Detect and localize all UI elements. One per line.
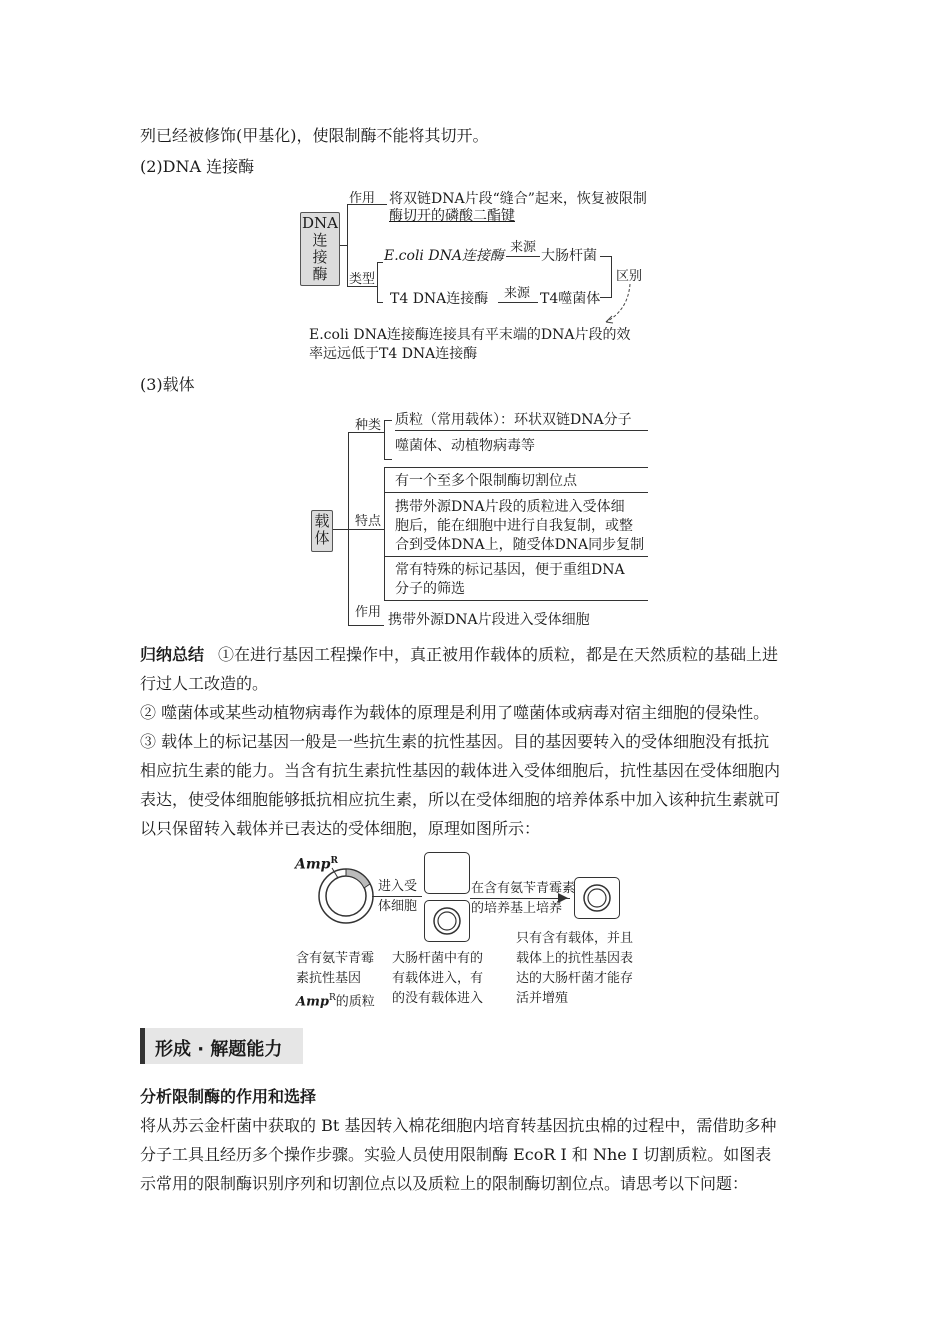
rule xyxy=(395,430,648,431)
plasmid-icon xyxy=(575,878,619,918)
feature-2: 携带外源DNA片段的质粒进入受体细 xyxy=(395,499,625,515)
feature-1: 有一个至多个限制酶切割位点 xyxy=(395,473,577,489)
summary-label: 归纳总结 xyxy=(140,645,205,664)
caption: 达的大肠杆菌才能存 xyxy=(516,971,634,986)
dashed-arrow-icon xyxy=(600,282,640,326)
sub-title: 分析限制酶的作用和选择 xyxy=(140,1087,317,1106)
rule xyxy=(384,556,648,557)
connector xyxy=(347,204,348,286)
source-label: 来源 xyxy=(510,240,537,255)
connector xyxy=(384,459,392,460)
amp-text: Amp xyxy=(295,856,331,873)
paragraph-line: 示常用的限制酶识别序列和切割位点以及质粒上的限制酶切割位点。请思考以下问题： xyxy=(140,1174,749,1193)
arrow xyxy=(470,898,570,899)
plasmid-icon xyxy=(310,860,380,930)
summary-line: 行过人工改造的。 xyxy=(140,674,269,693)
caption-sup: R xyxy=(328,993,336,1003)
heading-vector: (3)载体 xyxy=(140,375,195,394)
ecoli-ligase xyxy=(384,247,504,265)
plasmid-icon xyxy=(425,901,469,941)
role-text: 酶切开的磷酸二酯键 xyxy=(389,208,515,224)
arrow-label: 的培养基上培养 xyxy=(471,901,563,916)
box-text: 酶 xyxy=(312,265,328,283)
cell-with-plasmid xyxy=(424,900,470,942)
text-line: 列已经被修饰(甲基化)，使限制酶不能将其切开。 xyxy=(140,126,489,145)
caption-tail: 的质粒 xyxy=(335,994,375,1010)
arrow-label: 在含有氨苄青霉素 xyxy=(471,881,576,896)
vector-box xyxy=(311,510,333,552)
kind-text: 质粒（常用载体）：环状双链DNA分子 xyxy=(395,412,632,428)
connector xyxy=(384,467,385,601)
caption: 大肠杆菌中有的 xyxy=(392,951,484,966)
connector xyxy=(333,529,349,530)
summary-line xyxy=(140,645,778,665)
box-text: 体 xyxy=(314,529,330,547)
empty-cell xyxy=(424,852,470,894)
feature-2: 合到受体DNA上，随受体DNA同步复制 xyxy=(395,537,645,553)
summary-line: 以只保留转入载体并已表达的受体细胞，原理如图所示： xyxy=(140,819,541,838)
ecoli-text: E.coli DNA连接酶 xyxy=(384,248,504,264)
box-text: DNA xyxy=(302,214,338,232)
summary-line: ② 噬菌体或某些动植物病毒作为载体的原理是利用了噬菌体或病毒对宿主细胞的侵染性。 xyxy=(140,703,770,722)
feature-label: 特点 xyxy=(355,514,382,529)
source-t4: T4噬菌体 xyxy=(540,291,601,307)
connector xyxy=(348,625,384,626)
summary-line: 相应抗生素的能力。当含有抗生素抗性基因的载体进入受体细胞后，抗性基因在受体细胞内 xyxy=(140,761,781,780)
source-label: 来源 xyxy=(504,286,531,301)
connector xyxy=(384,420,385,460)
use-text: 携带外源DNA片段进入受体细胞 xyxy=(388,612,590,628)
diff-label: 区别 xyxy=(616,269,643,284)
caption: 的没有载体进入 xyxy=(392,991,484,1006)
caption xyxy=(296,990,375,1010)
ligase-note: 率远远低于T4 DNA连接酶 xyxy=(309,346,478,362)
box-text: 接 xyxy=(312,248,328,266)
kind-label: 种类 xyxy=(355,418,382,433)
ligase-note: E.coli DNA连接酶连接具有平末端的DNA片段的效 xyxy=(309,327,631,343)
box-text: 载 xyxy=(314,512,330,530)
section-title: 形成 · 解题能力 xyxy=(155,1039,283,1060)
kind-phage: 噬菌体、动植物病毒等 xyxy=(395,438,535,454)
role-text: 将双链DNA片段“缝合”起来，恢复被限制 xyxy=(389,191,647,207)
connector xyxy=(377,262,383,263)
caption: 只有含有载体，并且 xyxy=(516,931,634,946)
connector xyxy=(384,420,392,421)
use-label: 作用 xyxy=(355,605,382,620)
connector xyxy=(377,262,378,302)
arrow xyxy=(372,896,422,897)
caption: 含有氨苄青霉 xyxy=(296,951,375,966)
t4-ligase: T4 DNA连接酶 xyxy=(390,291,489,307)
connector xyxy=(377,302,383,303)
feature-2: 胞后，能在细胞中进行自我复制，或整 xyxy=(395,518,633,534)
summary-line: ③ 载体上的标记基因一般是一些抗生素的抗性基因。目的基因要转入的受体细胞没有抵抗 xyxy=(140,732,770,751)
section-header xyxy=(140,1028,303,1064)
source-ecoli: 大肠杆菌 xyxy=(541,248,597,264)
feature-3: 分子的筛选 xyxy=(395,581,465,597)
arrow-label: 进入受 xyxy=(378,879,418,894)
arrow-label: 体细胞 xyxy=(378,899,418,914)
rule xyxy=(384,492,648,493)
rule xyxy=(384,467,648,468)
box-text: 连 xyxy=(312,231,328,249)
summary-line: 表达，使受体细胞能够抵抗相应抗生素，所以在受体细胞的培养体系中加入该种抗生素就可 xyxy=(140,790,781,809)
caption: 素抗性基因 xyxy=(296,971,362,986)
summary-text: ①在进行基因工程操作中，真正被用作载体的质粒，都是在天然质粒的基础上进 xyxy=(218,645,779,664)
arrow xyxy=(498,302,538,303)
rule xyxy=(384,600,648,601)
feature-3: 常有特殊的标记基因，便于重组DNA xyxy=(395,562,625,578)
caption: 有载体进入，有 xyxy=(392,971,484,986)
ligase-box xyxy=(300,212,340,286)
role-label: 作用 xyxy=(349,191,376,206)
caption: 活并增殖 xyxy=(516,991,569,1006)
kind-plasmid xyxy=(395,411,632,429)
caption-amp: Amp xyxy=(296,994,329,1010)
surviving-cell xyxy=(574,877,620,919)
caption: 载体上的抗性基因表 xyxy=(516,951,634,966)
paragraph-line: 将从苏云金杆菌中获取的 Bt 基因转入棉花细胞内培育转基因抗虫棉的过程中，需借助多种 xyxy=(140,1116,777,1135)
arrow xyxy=(506,256,540,257)
amp-sup: R xyxy=(330,856,338,866)
type-label: 类型 xyxy=(349,272,376,287)
paragraph-line: 分子工具且经历多个操作步骤。实验人员使用限制酶 EcoR Ⅰ 和 Nhe Ⅰ 切割质粒。如图表 xyxy=(140,1145,772,1164)
heading-dna-ligase: (2)DNA 连接酶 xyxy=(140,157,255,176)
